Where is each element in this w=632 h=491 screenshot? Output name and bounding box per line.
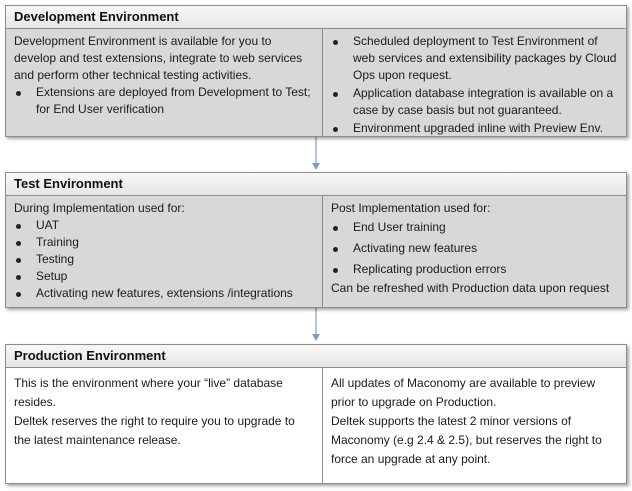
- bullet-icon: [16, 292, 21, 297]
- bullet-icon: [333, 127, 338, 132]
- bullet-icon: [16, 241, 21, 246]
- test-right-column: [323, 196, 626, 307]
- list-item: End User training: [331, 219, 618, 236]
- production-right-column: [323, 368, 626, 483]
- test-left-intro: During Implementation used for:: [14, 201, 185, 215]
- bullet-icon: [16, 275, 21, 280]
- test-environment-box: [5, 172, 627, 308]
- production-environment-title: Production Environment: [6, 345, 626, 368]
- development-environment-title: Development Environment: [6, 6, 626, 29]
- test-environment-title: Test Environment: [6, 173, 626, 196]
- production-right-paragraph-2: Deltek supports the latest 2 minor versions of Maconomy (e.g 2.4 & 2.5), but reserves the right to force an upgrade at any point.: [331, 414, 602, 466]
- development-environment-box: [5, 5, 627, 137]
- list-item: UAT: [14, 217, 314, 234]
- development-right-column: [323, 29, 626, 136]
- list-item: Setup: [14, 268, 314, 285]
- development-right-list: [331, 33, 618, 137]
- production-left-column: [6, 368, 323, 483]
- test-left-list: [14, 217, 314, 302]
- production-left-paragraph-1: This is the environment where your “live” database resides.: [14, 376, 283, 409]
- list-item: Environment upgraded inline with Preview Env.: [331, 120, 618, 137]
- list-item: Activating new features: [331, 240, 618, 257]
- list-item: Testing: [14, 251, 314, 268]
- test-left-column: [6, 196, 323, 307]
- arrowhead-test-to-prod: [312, 334, 320, 341]
- bullet-icon: [16, 258, 21, 263]
- bullet-icon: [16, 91, 21, 96]
- bullet-icon: [333, 226, 338, 231]
- bullet-icon: [333, 268, 338, 273]
- bullet-icon: [333, 247, 338, 252]
- production-right-paragraph-1: All updates of Maconomy are available to preview prior to upgrade on Production.: [331, 376, 596, 409]
- bullet-icon: [333, 92, 338, 97]
- list-item: Scheduled deployment to Test Environment of web services and extensibility packages by Cloud Ops upon request.: [331, 33, 618, 84]
- production-left-paragraph-2: Deltek reserves the right to require you to upgrade to the latest maintenance release.: [14, 414, 295, 447]
- list-item: Activating new features, extensions /integrations: [14, 285, 314, 302]
- test-right-intro: Post Implementation used for:: [331, 201, 491, 215]
- bullet-icon: [333, 40, 338, 45]
- list-item: Extensions are deployed from Development to Test; for End User verification: [14, 84, 314, 118]
- test-right-outro: Can be refreshed with Production data upon request: [331, 281, 610, 295]
- development-left-list: [14, 84, 314, 118]
- list-item: Application database integration is available on a case by case basis but not guaranteed.: [331, 85, 618, 119]
- list-item: Replicating production errors: [331, 261, 618, 278]
- production-environment-box: [5, 344, 627, 484]
- arrowhead-dev-to-test: [312, 163, 320, 170]
- list-item: Training: [14, 234, 314, 251]
- test-right-list: [331, 219, 618, 278]
- bullet-icon: [16, 224, 21, 229]
- development-left-column: [6, 29, 323, 136]
- development-intro-text: Development Environment is available for you to develop and test extensions, integrate to web services and perform other technical testing activities.: [14, 34, 303, 82]
